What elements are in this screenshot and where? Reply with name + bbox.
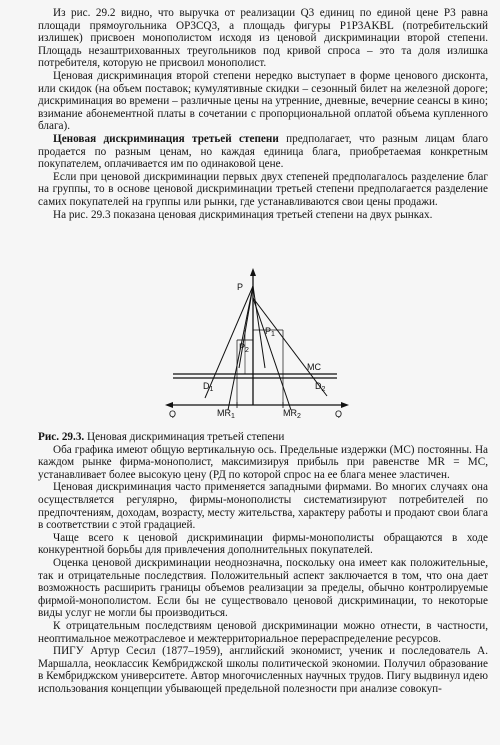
marginal-revenue-mr2 (253, 298, 291, 410)
paragraph-negative-effects: К отрицательным последствиям ценовой дискриминации можно отнести, в частности, неоптимальное межотраслевое и межтерриториальное перераспределение ресурсов. (38, 619, 488, 645)
paragraph-figure-reference: На рис. 29.3 показана ценовая дискриминация третьей степени на двух рынках. (53, 208, 433, 221)
paragraph-western-firms: Ценовая дискриминация часто применяется западными фирмами. Во многих случаях она осуществляется регулярно, фирмы-монополисты систематизируют потребителей по предпочтениям, доходам, возрасту, месту жительства, характеру работы и продают свои блага в соответствии с этой градацией. (38, 481, 488, 532)
paragraph-pigou: ПИГУ Артур Сесил (1877–1959), английский экономист, ученик и последователь А. Маршалла, неоклассик Кембриджской школы политической экономии. Получил образование в Кембриджском университете. Автор многочисленных научных трудов. Пигу выдвинул идею использования концепции убывающей предельной полезности при анализе совокуп- (38, 645, 488, 695)
right-axis-arrow (341, 402, 349, 408)
term-third-degree: Ценовая дискриминация третьей степени (53, 132, 279, 145)
label-d2: $D_2$ (315, 381, 326, 393)
paragraph-third-degree-definition (38, 133, 488, 171)
label-p: P (237, 282, 244, 292)
third-degree-definition-text: предполагает, что разным лицам благо продается по разным ценам, но каждая единица блага, приобретаемая конкретным покупателем, оплачивается им по одинаковой цене. (38, 132, 488, 171)
figure-caption (38, 431, 488, 444)
label-q-left: Q (169, 409, 177, 418)
label-p1: $P_1$ (265, 326, 275, 338)
upper-text-block (38, 7, 488, 221)
demand-curve-d1 (205, 286, 253, 398)
figure-caption-text: Ценовая дискриминация третьей степени (87, 431, 285, 443)
paragraph-buyer-groups: Если при ценовой дискриминации первых двух степеней предполагалось разделение благ на группы, то в основе ценовой дискриминации третьей степени предполагается разделение самих покупателей на группы или рынки, где устанавливаются свои цены продажи. (38, 170, 488, 208)
paragraph-competition: Чаще всего к ценовой дискриминации фирмы-монополисты обращаются в ходе конкурентной борьбы для привлечения дополнительных покупателей. (38, 531, 488, 557)
vertical-axis-arrow (250, 268, 256, 276)
price-ray-left (239, 286, 253, 368)
paragraph-second-degree-forms: Ценовая дискриминация второй степени нередко выступает в форме ценового дисконта, или скидок (на объем поставок; кумулятивные скидки – сезонный билет на железной дороге; дискриминация во времени – различные цены на утренние, дневные, вечерние сеансы в кино; взимание абонементной платы в сочетании с пропорциональной оплатой объема купленного блага). (38, 69, 488, 133)
paragraph-common-axis: Оба графика имеют общую вертикальную ось. Предельные издержки (МС) постоянны. На каждом рынке фирма-монополист, максимизируя прибыль при равенстве MR = МС, устанавливает более высокую цену (РД по которой спрос на ее блага менее эластичен. (38, 443, 488, 481)
left-axis-arrow (165, 402, 173, 408)
figure-caption-label: Рис. 29.3. (38, 431, 85, 443)
label-d1: $D_1$ (203, 381, 214, 393)
paragraph-evaluation: Оценка ценовой дискриминации неоднозначна, поскольку она имеет как положительные, так и отрицательные последствия. Положительный аспект заключается в том, что она дает возможность расширить границы объемов реализации за пределы, обычно контролируемые фирмой-монополистом. Если бы не существовало ценовой дискриминации, то некоторые виды услуг не могли бы производиться. (38, 556, 488, 620)
lower-text-block (38, 431, 488, 695)
label-mr2: $MR_2$ (283, 408, 301, 418)
paragraph-revenue-area: Из рис. 29.2 видно, что выручка от реализации Q3 единиц по единой цене P3 равна площади прямоугольника OP3CQ3, а площадь фигуры P1P3AKBL (потребительский излишек) присвоен монополистом исходя из ценовой дискриминации второй степени. Площадь незаштрихованных треугольников под кривой спроса – это та доля излишка потребителя, которую не присвоил монополист. (38, 7, 488, 70)
label-q-right: Q (335, 409, 343, 418)
label-mc: MC (307, 362, 321, 372)
label-mr1: $MR_1$ (217, 408, 235, 418)
label-p2: $P_2$ (239, 342, 249, 354)
figure-third-degree-discrimination (165, 268, 350, 418)
